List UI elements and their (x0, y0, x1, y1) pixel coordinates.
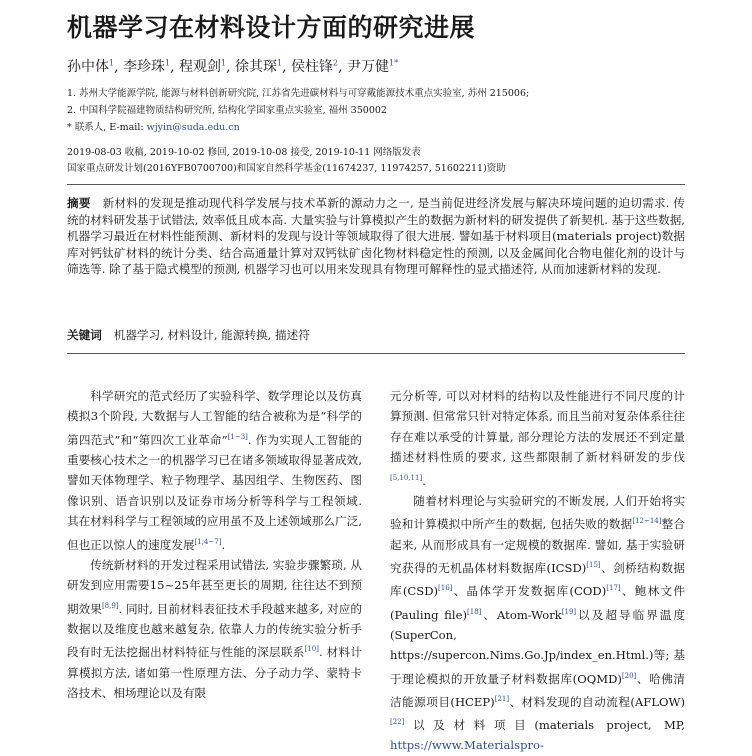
citation-ref[interactable]: [22] (390, 718, 405, 727)
body-column-right (390, 386, 685, 756)
citation-ref[interactable]: [16] (438, 584, 453, 593)
author-affiliation-mark: 1* (389, 58, 399, 68)
top-divider (67, 184, 685, 185)
abstract-text: 新材料的发现是推动现代科学发展与技术革新的源动力之一, 是当前促进经济发展与解决环境问题的迫切需求. 传统的材料研发基于试错法, 效率低且成本高. 大量实验与计算模拟产生的数据为新材料的研发提供了新契机. 基于这些数据, 机器学习最近在材料性能预测、新材料的发现与设计等领域取得了很大进展. 譬如基于材料项目(materials project)数据库对钙钛矿材料的统计分类、结合高通量计算对双钙钛矿卤化物材料稳定性的预测, 以及金属间化合物电催化剂的设计与筛选等. 除了基于隐式模型的预测, 机器学习也可以用来发现具有物理可解释性的显式描述符, 从而加速新材料的发现. (67, 196, 685, 277)
body-paragraph: 随着材料理论与实验研究的不断发展, 人们开始将实验和计算模拟中所产生的数据, 包括失败的数据[12~14]整合起来, 从而形成具有一定规模的数据库. 譬如, 基于实验研究获得的无机晶体材料数据库(ICSD)[15]、剑桥结构数据库(CSD)[16]、晶体学开发数据库(COD)[17]、鲍林文件(Pauling file)[18]、Atom-Work[19]以及超导临界温度(SuperCon, https://supercon.Nims.Go.Jp/index_en.Html.)等; 基于理论模拟的开放量子材料数据库(OQMD)[20]、哈佛清洁能源项目(HCEP)[21]、材料发现的自动流程(AFLOW)[22]以及材料项目(materials project, MP, https://www.Materialspro- (390, 493, 686, 753)
author-affiliation-mark: 1 (165, 58, 171, 68)
body-column-left (67, 386, 362, 704)
keywords-label: 关键词 (67, 328, 102, 342)
materials-project-link[interactable]: https://www.Materialspro- (390, 738, 544, 753)
keywords-text: 机器学习, 材料设计, 能源转换, 描述符 (113, 328, 310, 342)
author-name: 李珍珠 (123, 59, 165, 75)
affiliation-2: 2. 中国科学院福建物质结构研究所, 结构化学国家重点实验室, 福州 350002 (67, 105, 387, 116)
citation-ref[interactable]: [5,10,11] (390, 473, 423, 482)
author-affiliation-mark: 1 (109, 58, 115, 68)
funding-note: 国家重点研发计划(2016YFB0700700)和国家自然科学基金(11674237, 11974257, 51602211)资助 (67, 163, 506, 174)
author-name: 程观剑 (179, 59, 221, 75)
contact-email-link[interactable]: wjyin@suda.edu.cn (146, 122, 240, 133)
keywords (67, 327, 310, 343)
citation-ref[interactable]: [12~14] (632, 517, 662, 526)
citation-ref[interactable]: [19] (561, 607, 577, 616)
citation-ref[interactable]: [18] (467, 607, 482, 616)
bottom-divider (67, 353, 685, 354)
citation-ref[interactable]: [10] (304, 645, 319, 654)
citation-ref[interactable]: [20] (621, 671, 637, 680)
history-dates: 2019-08-03 收稿, 2019-10-02 修回, 2019-10-08 接受, 2019-10-11 网络版发表 (67, 147, 421, 158)
affiliation-1: 1. 苏州大学能源学院, 能源与材料创新研究院, 江苏省先进碳材料与可穿戴能源技术重点实验室, 苏州 215006; (67, 88, 530, 99)
citation-ref[interactable]: [15] (586, 560, 601, 569)
citation-ref[interactable]: [8,9] (101, 601, 119, 610)
citation-ref[interactable]: [1,4~7] (194, 537, 222, 546)
author-affiliation-mark: 1 (221, 58, 227, 68)
author-name: 孙中体 (67, 59, 109, 75)
author-name: 徐其琛 (235, 59, 277, 75)
author-name: 尹万健 (347, 59, 389, 75)
body-paragraph: 元分析等, 可以对材料的结构以及性能进行不同尺度的计算预测. 但常常只针对特定体系, 而且当前对复杂体系往往存在难以承受的计算量, 部分理论方法的发展还不到定量描述材料性质的要求, 这些都限制了新材料研发的步伐[5,10,11]. (390, 389, 685, 488)
abstract (67, 195, 685, 278)
author-list: 孙中体$^1$, 李珍珠$^1$, 程观剑$^1$, 徐其琛$^1$, 侯柱锋$^2$, 尹万健$^{1*}$ (67, 58, 399, 75)
citation-ref[interactable]: [21] (494, 694, 510, 703)
paper-title: 机器学习在材料设计方面的研究进展 (67, 13, 476, 42)
citation-ref[interactable]: [1~3] (227, 432, 248, 441)
body-paragraph: 传统新材料的开发过程采用试错法, 实验步骤繁琐, 从研发到应用需要15~25年甚至更长的周期, 往往达不到预期效果[8,9]. 同时, 目前材料表征技术手段越来越多, 对应的数据以及维度也越来越复杂, 依靠人力的传统实验分析手段有时无法挖掘出材料特征与性能的深层联系[10]. 材料计算模拟方法, 诸如第一性原理方法、分子动力学、蒙特卡洛技术、相场理论以及有限 (67, 557, 362, 701)
author-name: 侯柱锋 (291, 59, 333, 75)
author-affiliation-mark: 2 (333, 58, 339, 68)
abstract-label: 摘要 (67, 196, 91, 210)
author-affiliation-mark: 1 (277, 58, 283, 68)
body-paragraph: 科学研究的范式经历了实验科学、数学理论以及仿真模拟3个阶段, 大数据与人工智能的结合被称为是“科学的第四范式”和“第四次工业革命”[1~3]. 作为实现人工智能的重要核心技术之一的机器学习已在诸多领域取得显著成效, 譬如天体物理学、粒子物理学、基因组学、生物医药、图像识别、语音识别以及证券市场分析等科学与工程领域. 其在材料科学与工程领域的应用虽不及上述领域那么广泛, 但也正以惊人的速度发展[1,4~7]. (67, 389, 362, 552)
contact-line (67, 119, 240, 133)
citation-ref[interactable]: [17] (606, 584, 621, 593)
contact-label: * 联系人, E-mail: (67, 122, 147, 133)
